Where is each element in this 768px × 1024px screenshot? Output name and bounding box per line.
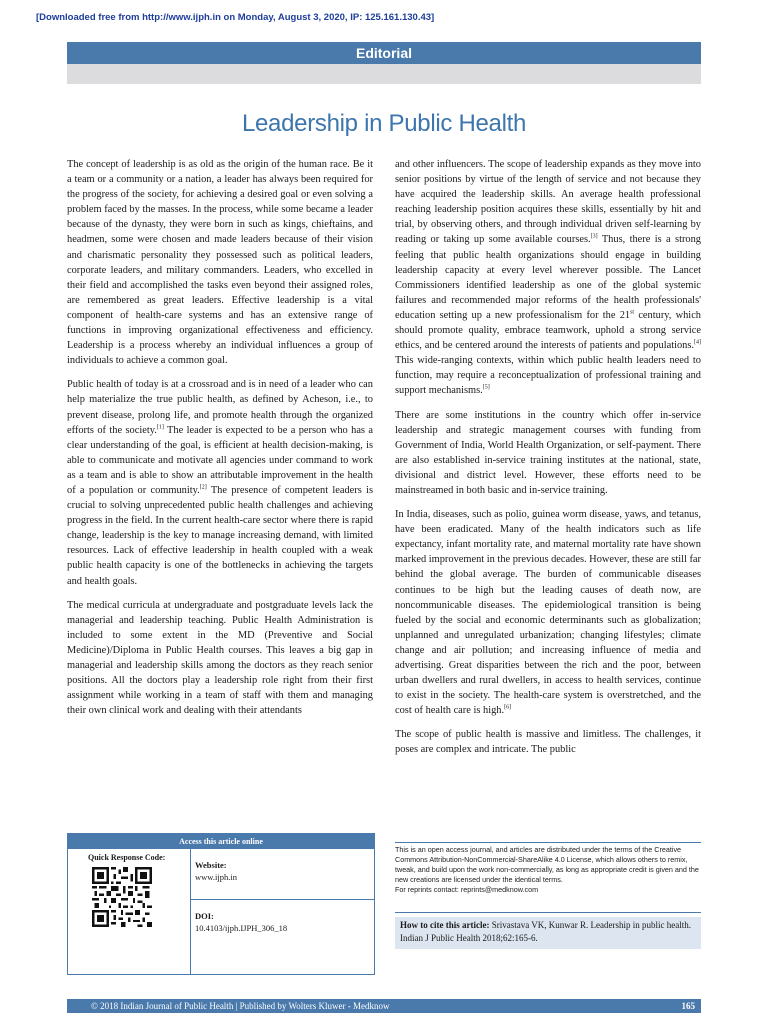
access-box-header: Access this article online <box>68 834 374 849</box>
box-divider <box>190 849 191 974</box>
footer-copyright: © 2018 Indian Journal of Public Health | Published by Wolters Kluwer - Medknow <box>91 1001 390 1011</box>
citation-label: How to cite this article: <box>400 920 490 930</box>
qr-label: Quick Response Code: <box>88 853 166 862</box>
reference-marker[interactable]: [5] <box>482 384 490 391</box>
box-divider <box>190 899 374 900</box>
open-access-notice <box>395 845 701 895</box>
right-column <box>395 157 701 767</box>
paragraph: The medical curricula at undergraduate and postgraduate levels lack the managerial and leadership teaching. Public Health Administration is included to some extent in the MD (Preventive and Social Medicine)/Diploma in Public Health courses. This leaves a big gap in managerial and leadership skills among the doctors as they reach senior positions. All the doctors play a leadership role right from their first assignment while working in a team of staff with them and managing their own clinical work and dealing with their attendants <box>67 599 373 717</box>
doi-label: DOI: <box>195 911 214 921</box>
paragraph: and other influencers. The scope of leadership expands as they move into senior positions by virtue of the length of service and not because they have acquired the leadership skills. An average health professional reaching leadership position acquires these skills, essentially by hit and trial, by observing others, and through individual driven self-learning by reading or taking up some available courses.[3] Thus, there is a strong feeling that public health organizations should engage in building leadership capacity at every level wherever possible. The Lancet Commissioners identified leadership as one of the global systemic failures and recommended major reforms of the health professionals' education setting up a new professionalism for the 21st century, which should promote quality, embrace teamwork, uphold a strong service ethics, and be centered around the interests of patients and populations.[4] This wide-ranging contexts, within which public health leaders need to function, may require a reconceptualization of professional training and support mechanisms.[5] <box>395 159 702 397</box>
section-header: Editorial <box>67 42 701 64</box>
paragraph: The concept of leadership is as old as the origin of the human race. Be it a team or a community or a nation, a leader has always been required for the progress of the society, for achieving a desired goal or even solving a problem faced by the masses. In the process, while some became a leader because of the dynasty, they were born in such as kings, chieftains, and headmen, some were chosen and made leaders because of their vision and charismatic personality they possessed such as political leaders, corporate leaders, and military commanders. Leaders, who excelled in their field and accomplished the tasks even beyond their assigned roles, are remembered as great leaders. Effective leadership is a vital component of health-care systems and has an extensive range of functions in improving organizational effectiveness and efficiency. Leadership is a process whereby an individual influences a group of individuals to achieve a common goal. <box>67 159 373 367</box>
rule <box>395 842 701 843</box>
reference-marker[interactable]: [3] <box>590 234 598 240</box>
paragraph: Public health of today is at a crossroad and is in need of a leader who can help materialize the true public health, as defined by Acheson, i.e., to prevent disease, prolong life, and promote health through the organized efforts of the society.[1] The leader is expected to be a person who has a clear understanding of the goal, is efficient at health decision-making, is able to communicate and motivate all agencies under command to work as a team and is able to show an attributable improvement in the health of a population or community.[2] The presence of competent leaders is crucial to solving unprecedented public health challenges and achieving progress in the field. In the current health-care sector where there is rapid change, leadership is the key to manage increasing demand, with limited resources. Lack of effective leadership in health coupled with a weak public health capacity is one of the bottlenecks in achieving the targets and health goals. <box>67 379 373 587</box>
article-title: Leadership in Public Health <box>241 110 527 137</box>
left-column <box>67 157 373 727</box>
page-number: 165 <box>681 1001 695 1011</box>
reference-marker[interactable]: [1] <box>156 424 164 431</box>
access-article-box <box>67 833 375 975</box>
license-text: This is an open access journal, and articles are distributed under the terms of the Creative Commons Attribution-NonCommercial-ShareAlike 4.0 License, which allows others to remix, tweak, and build upon the work non-commercially, as long as appropriate credit is given and the new creations are licensed under the identical terms. <box>395 845 699 884</box>
paragraph: The scope of public health is massive and limitless. The challenges, it poses are complex and intricate. The public <box>395 729 701 756</box>
website-label: Website: <box>195 860 227 870</box>
qr-code-icon[interactable] <box>92 867 152 927</box>
reference-marker[interactable]: [2] <box>199 484 207 491</box>
rule <box>395 912 701 913</box>
doi-link[interactable]: 10.4103/ijph.IJPH_306_18 <box>195 923 288 933</box>
paragraph: In India, diseases, such as polio, guinea worm disease, yaws, and tetanus, have been eradicated. Many of the health indicators such as life expectancy, infant mortality rate, and maternal mortality rate have shown marked improvement in the previous decades. However, these are still far behind the global average. The burden of communicable diseases continues to be high but the leading causes of death now, are noncommunicable diseases. The epidemiological transition is being fueled by the social and economic determinants such as globalization; unplanned and unregulated urbanization; changing lifestyles; climate change and air pollution; and increasing influence of media and advertising. Great disparities between the rich and the poor, between urban dwellers and rural dwellers, in access to health services, continue to exist in the society. The health-care system is overstretched, and the cost of health care is high.[6] <box>395 509 701 717</box>
ordinal-suffix: st <box>630 309 635 316</box>
reference-marker[interactable]: [6] <box>504 704 512 711</box>
section-subband <box>67 64 701 84</box>
reference-marker[interactable]: [4] <box>694 339 701 346</box>
website-link[interactable]: www.ijph.in <box>195 872 237 882</box>
paragraph: There are some institutions in the country which offer in-service leadership and strategic management courses with funding from Government of India, World Health Organization, or self-payment. There are also established in-service training institutes at the national, state, divisional and district level. However, these efforts need to be mainstreamed in both basic and in-service training. <box>395 409 701 496</box>
footer-bar <box>67 999 701 1013</box>
citation-box <box>395 917 701 949</box>
citation-text: Srivastava VK, Kunwar R. Leadership in public health. Indian J Public Health 2018;62:165-6. <box>400 920 692 943</box>
reprints-contact[interactable]: For reprints contact: reprints@medknow.com <box>395 885 539 894</box>
download-notice: [Downloaded free from http://www.ijph.in on Monday, August 3, 2020, IP: 125.161.130.43] <box>36 12 435 23</box>
